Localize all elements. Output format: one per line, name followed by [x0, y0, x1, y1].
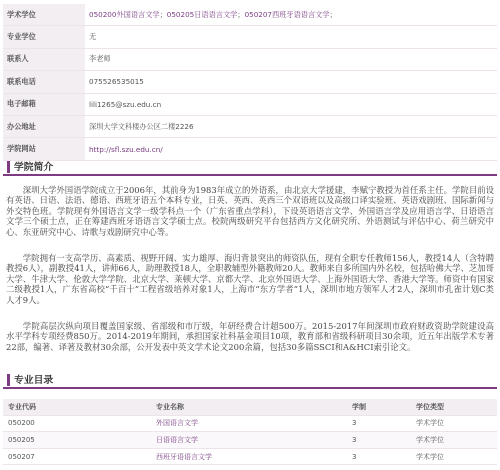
table-row: [3, 432, 497, 449]
major-years: 3: [347, 432, 411, 449]
table-header-row: [3, 399, 497, 415]
major-degree-type: 学术学位: [411, 448, 497, 465]
major-name-link[interactable]: 西班牙语语言文学: [156, 452, 212, 461]
major-code: 050200: [3, 415, 151, 432]
info-label: 电子邮箱: [3, 93, 85, 115]
info-value: 075526535015: [85, 71, 497, 93]
separator: ；: [329, 9, 337, 19]
major-code: 050205: [3, 432, 151, 449]
info-label: 办公地址: [3, 115, 85, 137]
info-row-address: [3, 115, 497, 137]
section-marker: [7, 161, 10, 173]
major-degree-type: 学术学位: [411, 432, 497, 449]
separator: ；: [159, 9, 167, 19]
major-years: 3: [347, 415, 411, 432]
info-label: 学术学位: [3, 4, 85, 26]
table-row: [3, 415, 497, 432]
info-row-professional-degree: [3, 26, 497, 48]
info-value: 无: [85, 26, 497, 48]
intro-title: 学院简介: [14, 162, 54, 173]
major-code: 050207: [3, 448, 151, 465]
info-value: lili1265@szu.edu.cn: [85, 93, 497, 115]
degree-link-050200[interactable]: 050200外国语言文学: [89, 9, 160, 19]
major-name: [151, 415, 347, 432]
info-value: [85, 138, 497, 160]
info-value: [85, 4, 497, 26]
info-label: 联系人: [3, 48, 85, 70]
major-degree-type: 学术学位: [411, 415, 497, 432]
table-row: [3, 448, 497, 465]
intro-section-header: [3, 158, 497, 176]
major-name: [151, 432, 347, 449]
info-label: 联系电话: [3, 71, 85, 93]
intro-paragraph-3: 学院高层次纵向项目覆盖国家级、省部级和市厅级，年研经费合计超500万。2015-2017年间深圳市政府财政资助学院建设高水平学科专项经费850万。2014-2019年期间，承担国家社科基金项目10项，教育部和省级科研项目30余项，近五年出版学术专著22部，编著、译著及教材30余部，公开发表中英文学术论文200余篇，包括30多篇SSCI和A&HCI索引论文。: [6, 321, 494, 352]
website-link[interactable]: http://sfl.szu.edu.cn/: [89, 144, 163, 154]
separator: ；: [237, 9, 245, 19]
column-header-code: 专业代码: [3, 399, 151, 415]
degree-link-050205[interactable]: 050205日语语言文学: [166, 9, 238, 19]
major-name: [151, 448, 347, 465]
major-name-link[interactable]: 日语语言文学: [156, 435, 198, 444]
info-row-contact: [3, 48, 497, 70]
contact-info-table: [3, 4, 497, 161]
majors-section-header: [3, 371, 497, 389]
intro-paragraph-1: 深圳大学外国语学院成立于2006年，其前身为1983年成立的外语系，由北京大学援建，李赋宁教授为首任系主任。学院目前设有英语、日语、法语、德语、西班牙语五个本科专业，日英、英西、英西三个双语班以及高级口译实验班、英语戏剧班、国际新闻与外交特色班。学院现有外国语言文学一级学科点一个（广东省重点学科），下设英语语言文学、外国语言学及应用语言学、日语语言文学三个硕士点，正在筹建西班牙语语言文学硕士点。校院两级研究平台包括西方文化研究所、外语测试与评估中心、荷兰研究中心、东亚研究中心、诗歌与戏剧研究中心等。: [6, 185, 494, 237]
info-value: 深圳大学文科楼办公区二楼2226: [85, 115, 497, 137]
column-header-type: 学位类型: [411, 399, 497, 415]
info-label: 学院网站: [3, 138, 85, 160]
major-years: 3: [347, 448, 411, 465]
section-divider: [3, 174, 497, 176]
majors-title: 专业目录: [14, 375, 54, 386]
info-row-academic-degree: [3, 4, 497, 26]
column-header-name: 专业名称: [151, 399, 347, 415]
info-row-website: [3, 138, 497, 160]
degree-link-050207[interactable]: 050207西班牙语语言文学: [244, 9, 330, 19]
column-header-years: 学制: [347, 399, 411, 415]
info-label: 专业学位: [3, 26, 85, 48]
info-row-email: [3, 93, 497, 115]
section-marker: [7, 374, 10, 386]
info-row-phone: [3, 71, 497, 93]
intro-paragraph-2: 学院拥有一支高学历、高素质、视野开阔、实力雄厚、海归背景突出的师资队伍，现有全职专任教师156人，教授14人（含特聘教授6人），副教授41人，讲师66人，助理教授18人，全职教辅型外籍教师20人。教师来自多所国内外名校，包括哈佛大学、芝加哥大学、牛津大学、伦敦大学学院、北京大学、莱顿大学、京都大学、北京外国语大学、上海外国语大学、香港大学等。师资中有国家二级教授1人，广东省高校“千百十”工程省级培养对象1人，上海市“东方学者”1人，深圳市地方领军人才2人，深圳市孔雀计划C类人才9人。: [6, 253, 494, 305]
majors-table: [3, 399, 497, 465]
section-divider: [3, 387, 497, 389]
major-name-link[interactable]: 外国语言文学: [156, 419, 198, 428]
info-value: 李老师: [85, 48, 497, 70]
